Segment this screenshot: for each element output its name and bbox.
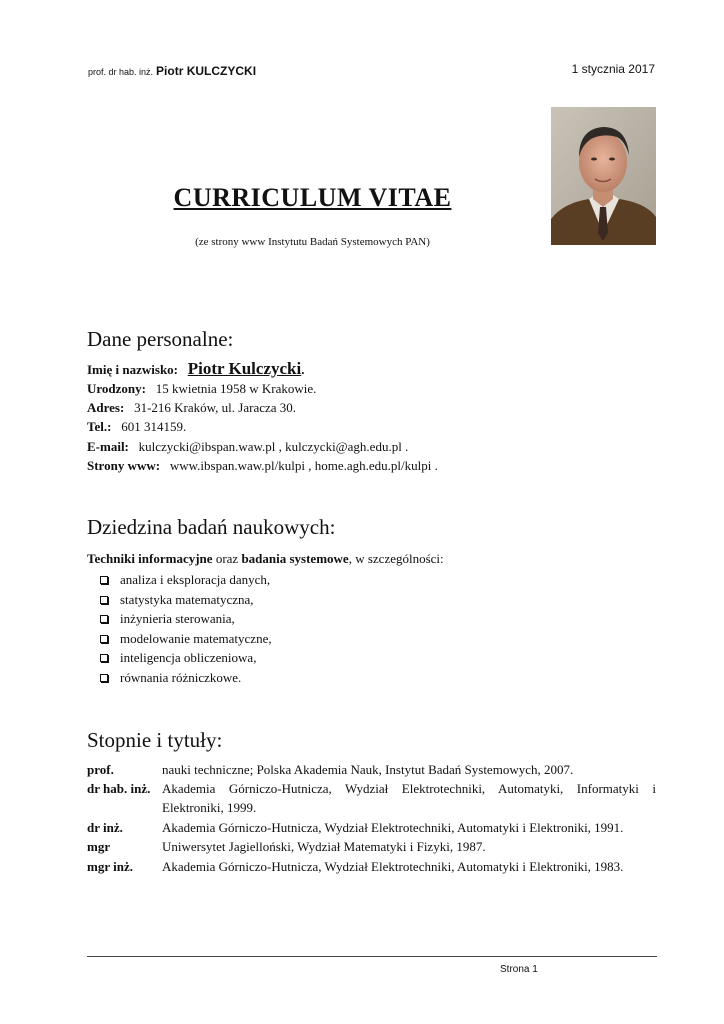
list-item	[100, 609, 272, 629]
list-item-text: inteligencja obliczeniowa,	[120, 650, 257, 665]
personal-address-row	[87, 398, 296, 417]
degree-label: dr inż.	[87, 820, 123, 835]
born-value: 15 kwietnia 1958 w Krakowie.	[155, 381, 317, 396]
www-value: www.ibspan.waw.pl/kulpi , home.agh.edu.pl/kulpi .	[169, 458, 438, 473]
author-name: Piotr KULCZYCKI	[156, 64, 257, 78]
personal-name-row: Imię i nazwisko: Piotr Kulczycki.	[87, 359, 305, 378]
list-item	[100, 590, 272, 610]
page-subtitle: (ze strony www Instytutu Badań Systemowych PAN)	[195, 236, 430, 248]
page-title: CURRICULUM VITAE	[173, 183, 452, 212]
list-item-text: równania różniczkowe.	[120, 669, 242, 685]
personal-email-row	[87, 437, 408, 456]
page-header-date: 1 stycznia 2017	[571, 62, 655, 76]
name-label: Imię i nazwisko:	[87, 362, 178, 377]
list-item-text: modelowanie matematyczne,	[120, 630, 272, 646]
personal-www-row	[87, 456, 438, 475]
personal-born-row	[87, 379, 316, 398]
list-item-text: statystyka matematyczna,	[120, 591, 254, 607]
research-intro-bold-1: Techniki informacyjne	[87, 551, 213, 566]
checkbox-bullet-icon	[100, 635, 108, 643]
section-heading-degrees: Stopnie i tytuły:	[87, 728, 223, 752]
checkbox-bullet-icon	[100, 615, 108, 623]
research-list	[100, 570, 272, 687]
checkbox-bullet-icon	[100, 596, 108, 604]
degree-text: Akademia Górniczo-Hutnicza, Wydział Elektrotechniki, Automatyki, Informatyki i	[162, 781, 656, 796]
name-value: Piotr Kulczycki	[187, 359, 302, 378]
page-number: Strona 1	[500, 964, 538, 975]
www-label: Strony www:	[87, 458, 161, 473]
degree-label: mgr inż.	[87, 859, 133, 874]
personal-phone-row	[87, 417, 186, 436]
email-label: E-mail:	[87, 439, 129, 454]
list-item	[100, 570, 272, 590]
degree-text: Akademia Górniczo-Hutnicza, Wydział Elektrotechniki, Automatyki i Elektroniki, 1991.	[162, 820, 624, 835]
page-header-author	[88, 62, 256, 80]
checkbox-bullet-icon	[100, 674, 108, 682]
degree-label: dr hab. inż.	[87, 781, 151, 796]
author-prefix: prof. dr hab. inż.	[88, 67, 154, 77]
phone-label: Tel.:	[87, 419, 112, 434]
list-item	[100, 668, 272, 688]
portrait-photo	[551, 107, 656, 245]
research-intro-end: , w szczególności:	[348, 551, 444, 566]
degree-label: prof.	[87, 762, 114, 777]
list-item	[100, 648, 272, 668]
checkbox-bullet-icon	[100, 576, 108, 584]
list-item-text: inżynieria sterowania,	[120, 611, 235, 626]
list-item-text: analiza i eksploracja danych,	[120, 572, 271, 587]
research-intro-bold-2: badania systemowe	[241, 551, 349, 566]
degree-text-continued: Elektroniki, 1999.	[162, 800, 257, 815]
research-intro-mid: oraz	[212, 551, 242, 566]
footer-divider	[87, 956, 657, 957]
born-label: Urodzony:	[87, 381, 146, 396]
degree-text: Uniwersytet Jagielloński, Wydział Matematyki i Fizyki, 1987.	[162, 839, 486, 854]
checkbox-bullet-icon	[100, 654, 108, 662]
degree-text: nauki techniczne; Polska Akademia Nauk, Instytut Badań Systemowych, 2007.	[162, 762, 574, 777]
phone-value: 601 314159.	[121, 419, 187, 434]
section-heading-personal: Dane personalne:	[87, 327, 234, 351]
degree-text: Akademia Górniczo-Hutnicza, Wydział Elektrotechniki, Automatyki i Elektroniki, 1983.	[162, 859, 624, 874]
research-intro	[87, 549, 444, 568]
degree-label: mgr	[87, 839, 111, 854]
address-value: 31-216 Kraków, ul. Jaracza 30.	[134, 400, 297, 415]
email-value: kulczycki@ibspan.waw.pl , kulczycki@agh.edu.pl .	[138, 439, 409, 454]
section-heading-research: Dziedzina badań naukowych:	[87, 515, 336, 539]
list-item	[100, 629, 272, 649]
address-label: Adres:	[87, 400, 125, 415]
